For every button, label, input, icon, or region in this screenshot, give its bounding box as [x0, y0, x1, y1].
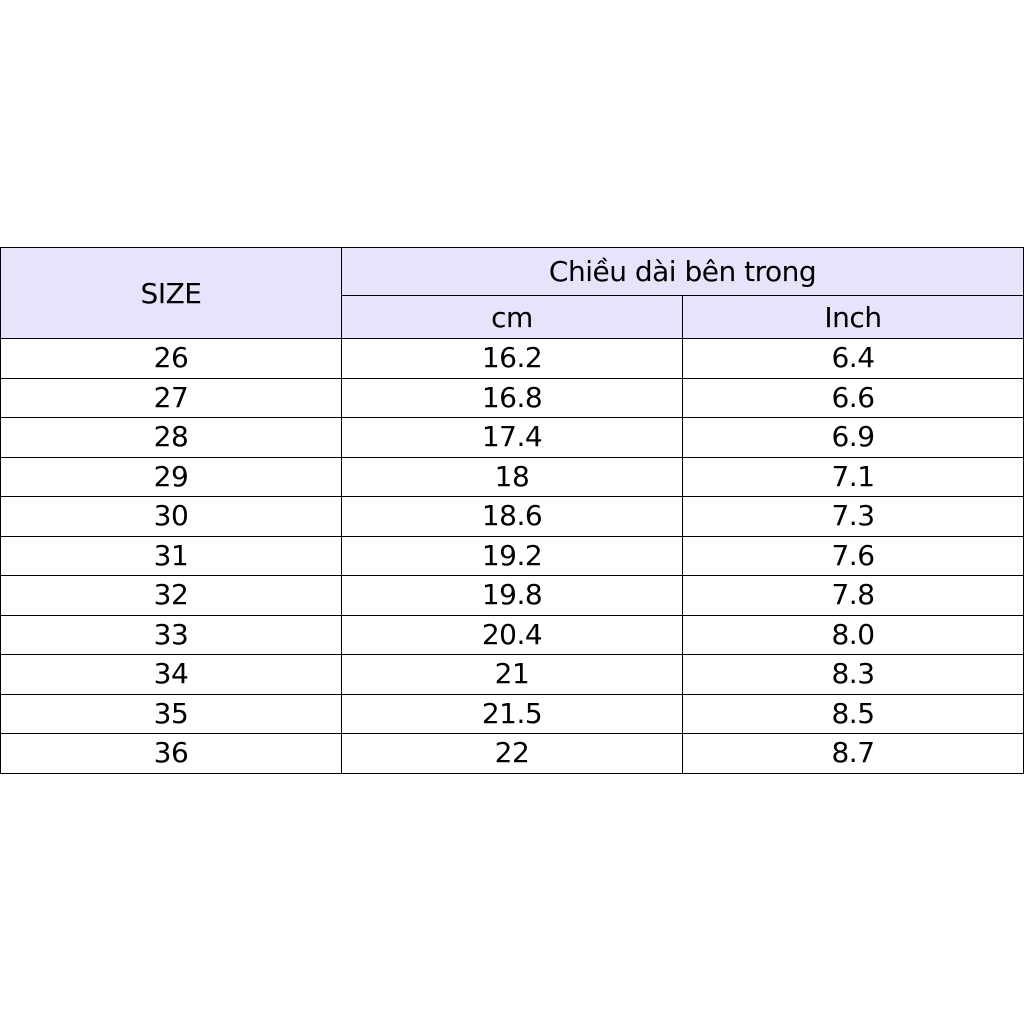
size-column-header: SIZE: [1, 248, 342, 339]
size-cell: 35: [1, 694, 342, 734]
cm-cell: 19.8: [342, 576, 683, 616]
size-cell: 34: [1, 655, 342, 695]
cm-cell: 21.5: [342, 694, 683, 734]
table-row: [1, 378, 1024, 418]
table-row: [1, 734, 1024, 774]
table-row: [1, 694, 1024, 734]
inch-cell: 8.0: [683, 615, 1024, 655]
table-row: [1, 457, 1024, 497]
inch-cell: 8.3: [683, 655, 1024, 695]
size-cell: 30: [1, 497, 342, 537]
size-cell: 27: [1, 378, 342, 418]
size-cell: 29: [1, 457, 342, 497]
inch-cell: 7.1: [683, 457, 1024, 497]
header-row-top: [1, 248, 1024, 296]
cm-column-header: cm: [342, 296, 683, 339]
size-chart-table: [0, 247, 1024, 774]
cm-cell: 16.8: [342, 378, 683, 418]
size-cell: 32: [1, 576, 342, 616]
size-cell: 31: [1, 536, 342, 576]
size-chart-header: [1, 248, 1024, 339]
cm-cell: 21: [342, 655, 683, 695]
cm-cell: 17.4: [342, 418, 683, 458]
table-row: [1, 536, 1024, 576]
table-row: [1, 339, 1024, 379]
table-row: [1, 615, 1024, 655]
table-row: [1, 497, 1024, 537]
size-cell: 33: [1, 615, 342, 655]
inch-cell: 7.3: [683, 497, 1024, 537]
inch-cell: 7.8: [683, 576, 1024, 616]
inch-cell: 6.9: [683, 418, 1024, 458]
size-chart-container: [0, 247, 1024, 774]
size-chart-body: [1, 339, 1024, 774]
size-cell: 28: [1, 418, 342, 458]
inner-length-group-header: Chiều dài bên trong: [342, 248, 1024, 296]
inch-cell: 7.6: [683, 536, 1024, 576]
table-row: [1, 576, 1024, 616]
cm-cell: 22: [342, 734, 683, 774]
cm-cell: 19.2: [342, 536, 683, 576]
cm-cell: 18: [342, 457, 683, 497]
cm-cell: 18.6: [342, 497, 683, 537]
cm-cell: 20.4: [342, 615, 683, 655]
cm-cell: 16.2: [342, 339, 683, 379]
inch-cell: 8.5: [683, 694, 1024, 734]
inch-cell: 6.4: [683, 339, 1024, 379]
size-cell: 26: [1, 339, 342, 379]
inch-cell: 8.7: [683, 734, 1024, 774]
size-cell: 36: [1, 734, 342, 774]
inch-column-header: Inch: [683, 296, 1024, 339]
table-row: [1, 418, 1024, 458]
table-row: [1, 655, 1024, 695]
inch-cell: 6.6: [683, 378, 1024, 418]
